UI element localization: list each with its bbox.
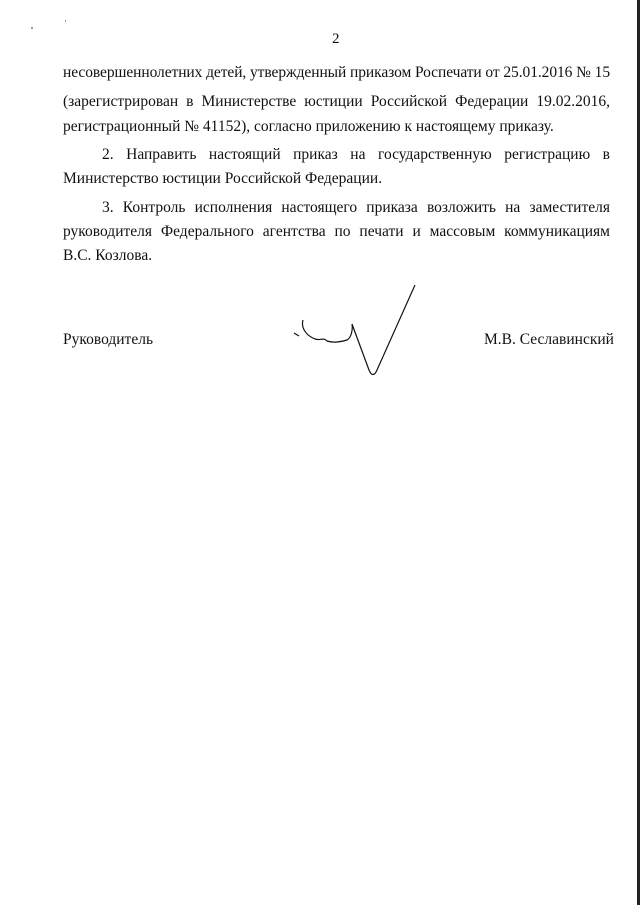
paragraph-3-line-2: руководителя Федерального агентства по печати и массовым коммуникациям bbox=[63, 223, 610, 240]
paragraph-1-line-1: несовершеннолетних детей, утвержденный приказом Роспечати от 25.01.2016 № 15 bbox=[63, 64, 610, 81]
scan-speck bbox=[31, 27, 33, 29]
signatory-position: Руководитель bbox=[63, 331, 154, 348]
paragraph-3-line-1: 3. Контроль исполнения настоящего приказа возложить на заместителя bbox=[102, 199, 610, 216]
handwritten-signature bbox=[285, 285, 445, 385]
paragraph-2-line-2: Министерство юстиции Российской Федерации. bbox=[63, 170, 383, 187]
signatory-name: М.В. Сеславинский bbox=[484, 331, 614, 348]
paragraph-1-line-3: регистрационный № 41152), согласно приложению к настоящему приказу. bbox=[63, 118, 554, 135]
paragraph-2-line-1: 2. Направить настоящий приказ на государственную регистрацию в bbox=[102, 146, 610, 163]
paragraph-3-line-3: В.С. Козлова. bbox=[63, 247, 153, 264]
scan-speck bbox=[65, 20, 66, 22]
page-number: 2 bbox=[332, 31, 340, 47]
paragraph-1-line-2: (зарегистрирован в Министерстве юстиции Российской Федерации 19.02.2016, bbox=[63, 93, 610, 110]
